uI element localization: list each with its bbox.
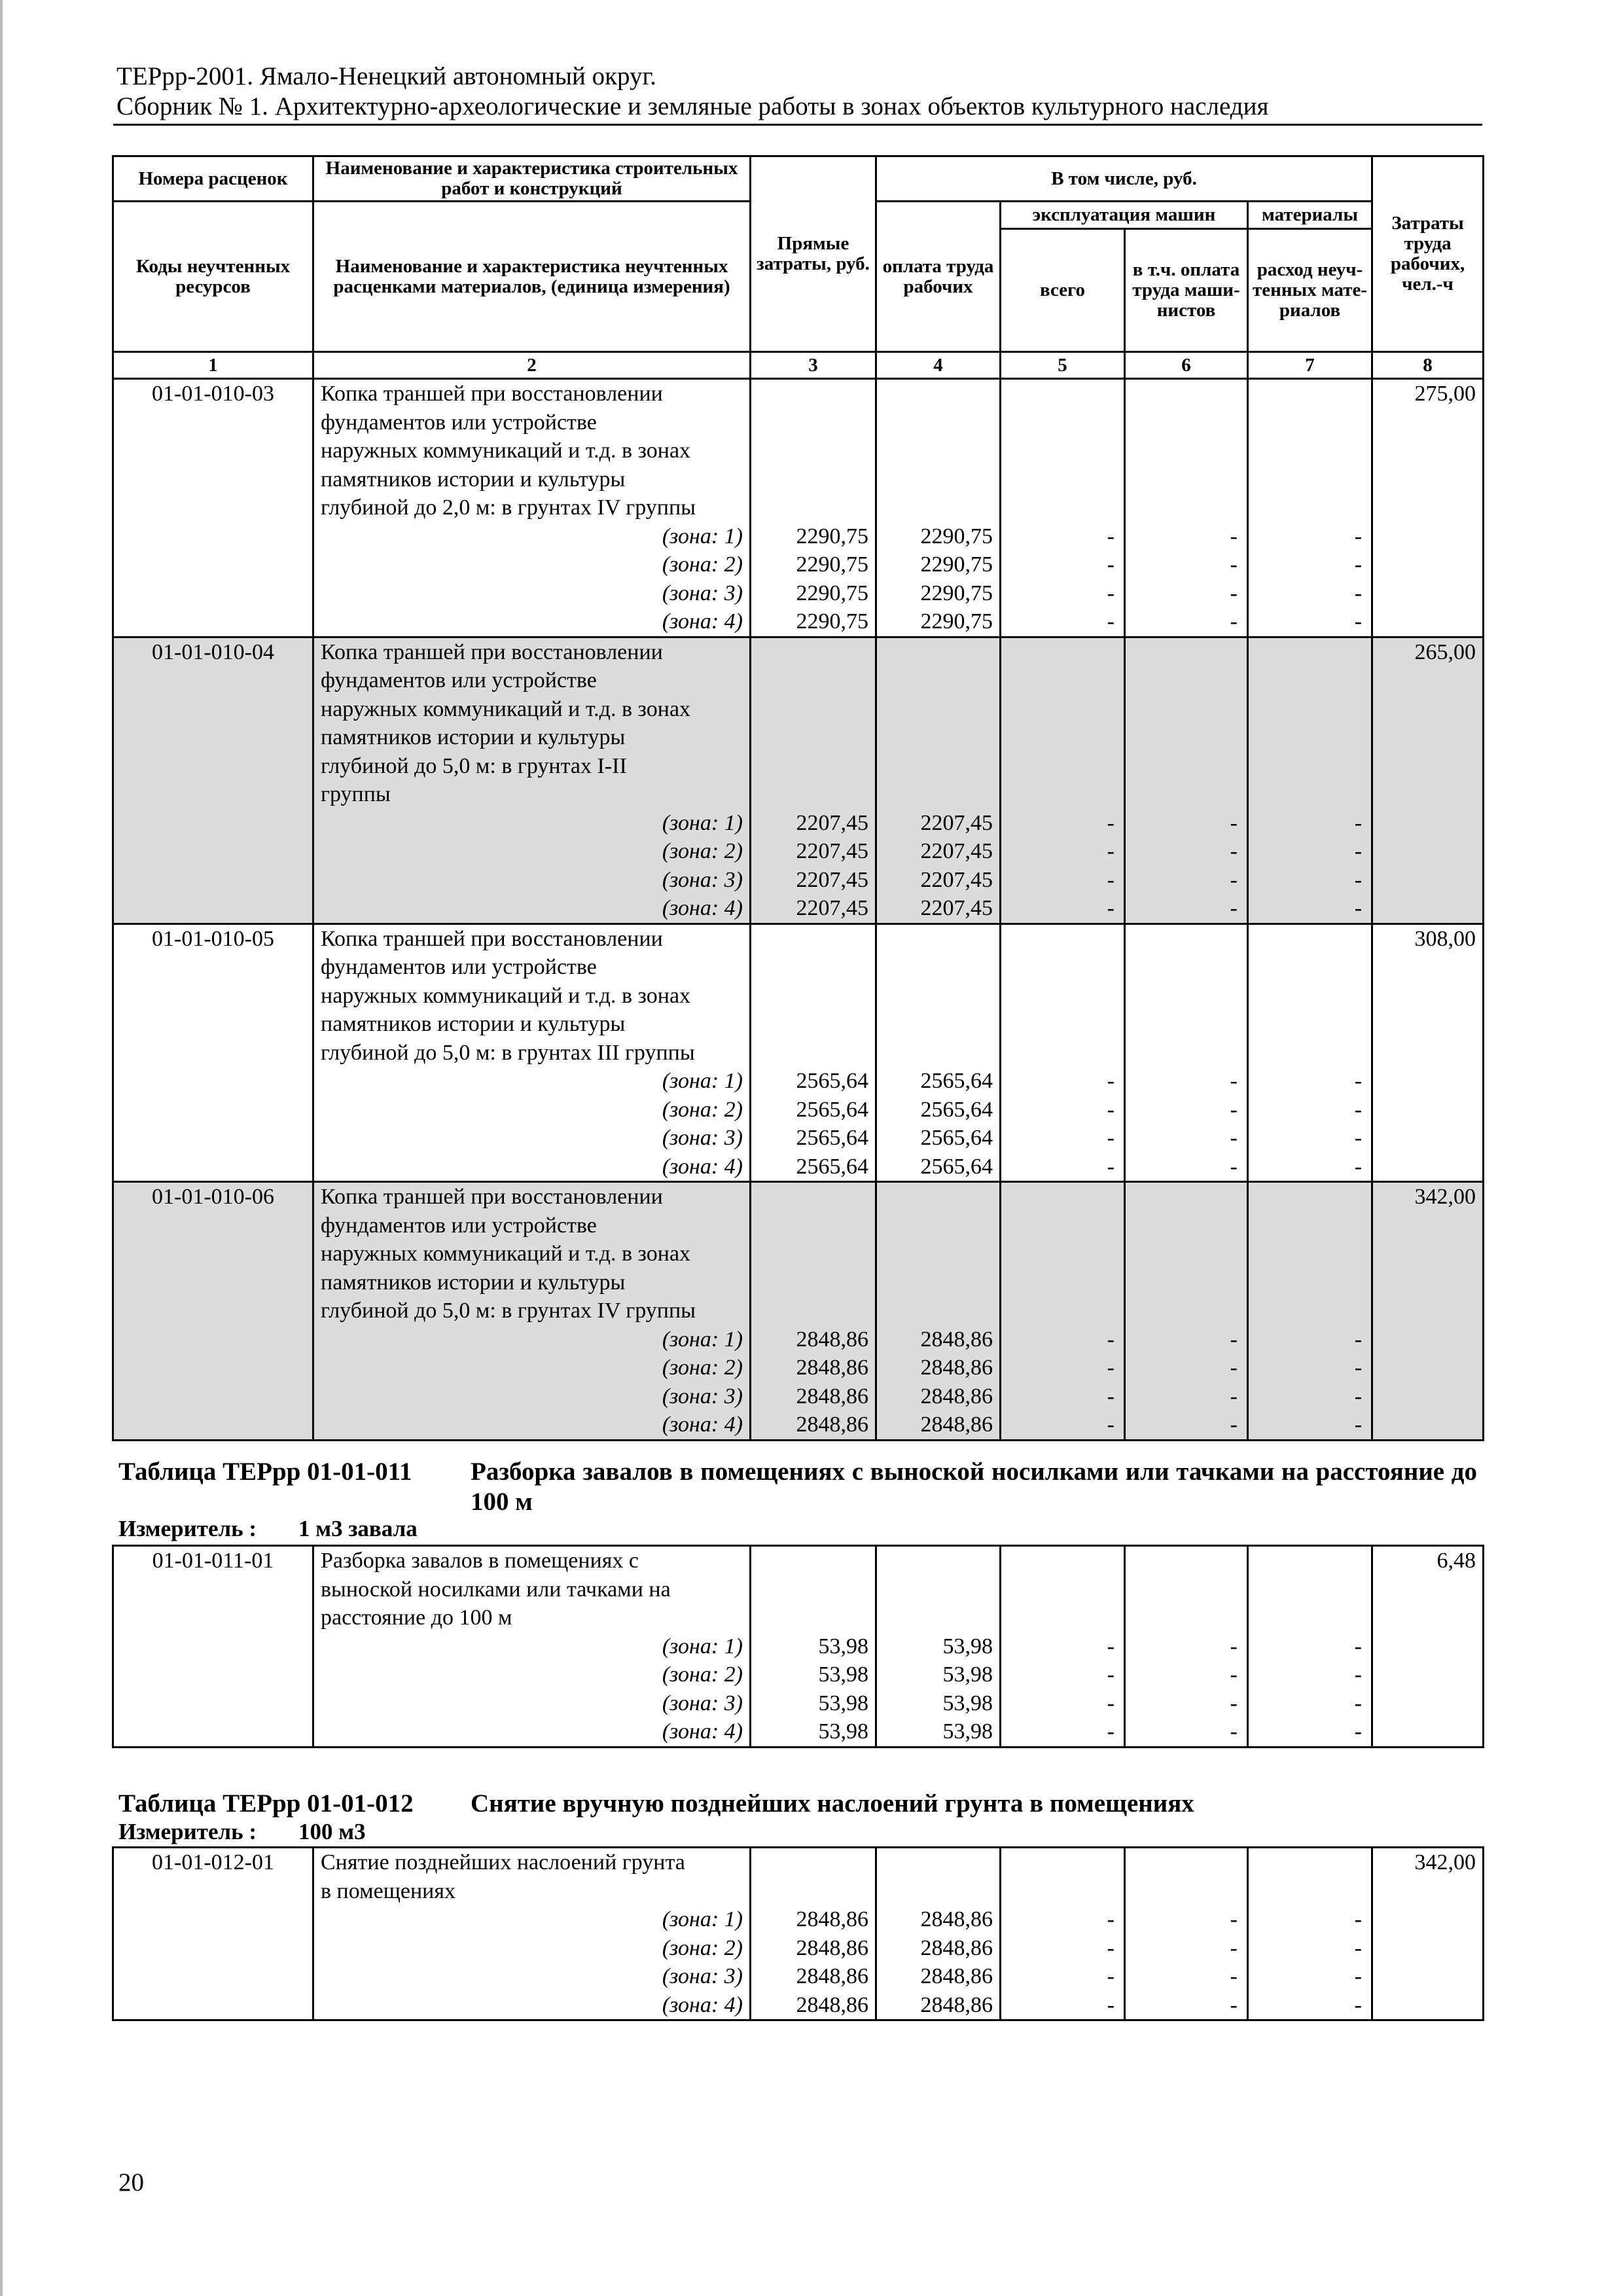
machinist-wages-value: - — [1230, 1634, 1238, 1659]
machines-total-value: - — [1107, 810, 1115, 835]
zone-label: (зона: 2) — [662, 1355, 743, 1380]
zone-label: (зона: 2) — [662, 1935, 743, 1960]
labor-cost: 6,48 — [1436, 1549, 1476, 1573]
col-number: 1 — [113, 352, 313, 379]
work-name-line: Копка траншей при восстановлении — [321, 382, 663, 406]
zone-label: (зона: 4) — [662, 1719, 743, 1744]
materials-value: - — [1354, 1384, 1363, 1408]
direct-cost: 2207,45 — [796, 867, 868, 892]
wages-value: 2565,64 — [920, 1126, 993, 1150]
work-name-line: расстояние до 100 м — [321, 1605, 512, 1630]
zone-label: (зона: 4) — [662, 1154, 743, 1179]
machinist-wages-value: - — [1230, 1992, 1238, 2017]
machines-total-value: - — [1107, 1964, 1115, 1988]
machines-total-value: - — [1107, 1907, 1115, 1931]
zone-label: (зона: 1) — [662, 1907, 743, 1931]
rate-code: 01-01-010-03 — [152, 382, 274, 406]
work-name-line: фундаментов или устройстве — [321, 955, 597, 979]
work-name-line: наружных коммуникаций и т.д. в зонах — [321, 439, 691, 463]
col-number: 6 — [1125, 352, 1248, 379]
wages-value: 2848,86 — [920, 1935, 993, 1960]
labor-cost: 265,00 — [1414, 639, 1476, 664]
work-name-cell — [313, 379, 751, 637]
work-name-line: глубиной до 2,0 м: в грунтах IV группы — [321, 495, 696, 520]
machinist-wages-value: - — [1230, 1719, 1238, 1744]
machines-total-value: - — [1107, 581, 1115, 605]
materials-value: - — [1354, 1634, 1362, 1659]
direct-cost: 2207,45 — [796, 896, 868, 920]
materials-value: - — [1354, 524, 1363, 548]
zone-label: (зона: 4) — [662, 1992, 743, 2017]
materials-value: - — [1354, 839, 1363, 863]
wages-value-cell — [876, 637, 1001, 924]
materials-value: - — [1354, 1935, 1362, 1960]
wages-value: 2290,75 — [920, 524, 993, 548]
rate-code: 01-01-010-05 — [152, 926, 274, 951]
direct-cost: 2207,45 — [796, 810, 868, 835]
table-row — [113, 1546, 1484, 1748]
direct-cost: 2565,64 — [796, 1069, 868, 1093]
wages-value: 2207,45 — [920, 896, 993, 920]
machines-total-value: - — [1107, 1634, 1115, 1659]
work-name-line: глубиной до 5,0 м: в грунтах III группы — [321, 1040, 695, 1065]
materials-value: - — [1354, 810, 1363, 835]
materials-value: - — [1354, 1355, 1363, 1380]
work-name-line: фундаментов или устройстве — [321, 1213, 597, 1238]
machines-total-value: - — [1107, 1691, 1115, 1715]
page-number: 20 — [118, 2168, 144, 2197]
col-labor-costs: Затраты труда рабочих, чел.-ч — [1372, 156, 1484, 352]
machines-total-value-cell — [1001, 1848, 1125, 2020]
materials-value: - — [1354, 1691, 1362, 1715]
machines-total-value: - — [1107, 896, 1115, 920]
table-title-011 — [118, 1457, 1480, 1517]
rate-code-cell — [113, 1848, 313, 2020]
direct-cost: 2848,86 — [796, 1992, 868, 2017]
labor-cost: 342,00 — [1414, 1850, 1476, 1874]
direct-cost: 53,98 — [818, 1662, 868, 1687]
col-wages: оплата труда рабочих — [876, 202, 1001, 352]
wages-value: 53,98 — [942, 1719, 993, 1744]
rates-table-body — [113, 379, 1484, 1441]
work-name-cell — [313, 924, 751, 1182]
page-edge — [0, 0, 3, 2296]
machinist-wages-value-cell — [1125, 1182, 1248, 1441]
wages-value: 2290,75 — [920, 552, 993, 577]
col-materials: материалы — [1248, 202, 1372, 229]
col-machinist-wages: в т.ч. оплата труда маши-нистов — [1125, 229, 1248, 352]
col-number: 7 — [1248, 352, 1372, 379]
labor-cost-cell — [1372, 1546, 1484, 1748]
work-name-line: Снятие позднейших наслоений грунта — [321, 1850, 685, 1874]
materials-value: - — [1354, 1992, 1362, 2017]
machinist-wages-value: - — [1230, 552, 1238, 577]
wages-value-cell — [876, 1546, 1001, 1748]
machinist-wages-value: - — [1230, 581, 1238, 605]
rate-code-cell — [113, 637, 313, 924]
wages-value: 2207,45 — [920, 810, 993, 835]
work-name-line: глубиной до 5,0 м: в грунтах IV группы — [321, 1299, 696, 1323]
direct-cost: 53,98 — [818, 1691, 868, 1715]
direct-cost: 2290,75 — [796, 609, 868, 634]
direct-cost-cell — [751, 1848, 876, 2020]
zone-label: (зона: 3) — [662, 1126, 743, 1150]
machinist-wages-value: - — [1230, 524, 1238, 548]
machines-total-value: - — [1107, 1992, 1115, 2017]
wages-value-cell — [876, 1182, 1001, 1441]
rate-code: 01-01-011-01 — [152, 1549, 274, 1573]
labor-cost-cell — [1372, 379, 1484, 637]
work-name-line: памятников истории и культуры — [321, 1270, 626, 1295]
direct-cost: 2848,86 — [796, 1935, 868, 1960]
header-rule — [113, 124, 1482, 126]
col-rate-numbers: Номера расценок — [113, 156, 313, 202]
zone-label: (зона: 4) — [662, 1412, 743, 1437]
materials-value: - — [1354, 1154, 1363, 1179]
work-name-line: памятников истории и культуры — [321, 725, 626, 749]
machinist-wages-value: - — [1230, 839, 1238, 863]
table-011-body — [113, 1546, 1484, 1748]
col-resource-codes: Коды неучтенных ресурсов — [113, 202, 313, 352]
work-name-cell — [313, 1848, 751, 2020]
wages-value: 2848,86 — [920, 1964, 993, 1988]
zone-label: (зона: 1) — [662, 810, 743, 835]
machines-total-value: - — [1107, 1126, 1115, 1150]
direct-cost: 2848,86 — [796, 1964, 868, 1988]
zone-label: (зона: 3) — [662, 581, 743, 605]
work-name-line: Копка траншей при восстановлении — [321, 639, 663, 664]
machines-total-value: - — [1107, 552, 1115, 577]
machines-total-value: - — [1107, 1719, 1115, 1744]
table-caption: Разборка завалов в помещениях с выноской носилками или тачками на расстояние до 100 м — [471, 1458, 1477, 1516]
machinist-wages-value-cell — [1125, 924, 1248, 1182]
machinist-wages-value-cell — [1125, 637, 1248, 924]
rate-code-cell — [113, 379, 313, 637]
materials-value: - — [1354, 1069, 1363, 1093]
machinist-wages-value: - — [1230, 1069, 1238, 1093]
zone-label: (зона: 2) — [662, 1097, 743, 1122]
machinist-wages-value-cell — [1125, 379, 1248, 637]
running-header-collection: Сборник № 1. Архитектурно-археологические и земляные работы в зонах объектов культурного наследия — [116, 92, 1269, 120]
direct-cost: 2565,64 — [796, 1126, 868, 1150]
machinist-wages-value: - — [1230, 1412, 1238, 1437]
machines-total-value: - — [1107, 867, 1115, 892]
work-name-line: памятников истории и культуры — [321, 1012, 626, 1036]
materials-value-cell — [1248, 379, 1372, 637]
wages-value: 53,98 — [942, 1691, 993, 1715]
zone-label: (зона: 2) — [662, 552, 743, 577]
machinist-wages-value: - — [1230, 1355, 1238, 1380]
machinist-wages-value: - — [1230, 1691, 1238, 1715]
machines-total-value: - — [1107, 839, 1115, 863]
col-number: 4 — [876, 352, 1001, 379]
work-name-line: в помещениях — [321, 1878, 456, 1903]
zone-label: (зона: 1) — [662, 524, 743, 548]
materials-value-cell — [1248, 1848, 1372, 2020]
col-direct-costs: Прямые затраты, руб. — [751, 156, 876, 352]
wages-value: 2848,86 — [920, 1412, 993, 1437]
direct-cost-cell — [751, 924, 876, 1182]
table-row — [113, 924, 1484, 1182]
work-name-line: фундаментов или устройстве — [321, 410, 597, 435]
machinist-wages-value-cell — [1125, 1848, 1248, 2020]
machinist-wages-value: - — [1230, 810, 1238, 835]
work-name-line: наружных коммуникаций и т.д. в зонах — [321, 1242, 691, 1266]
machines-total-value: - — [1107, 1935, 1115, 1960]
labor-cost-cell — [1372, 637, 1484, 924]
materials-value-cell — [1248, 637, 1372, 924]
materials-value: - — [1354, 1327, 1363, 1352]
direct-cost: 2290,75 — [796, 552, 868, 577]
direct-cost-cell — [751, 1182, 876, 1441]
wages-value: 2848,86 — [920, 1384, 993, 1408]
machinist-wages-value: - — [1230, 1964, 1238, 1988]
materials-value: - — [1354, 581, 1363, 605]
machines-total-value: - — [1107, 1355, 1115, 1380]
direct-cost: 2848,86 — [796, 1355, 868, 1380]
materials-value: - — [1354, 552, 1363, 577]
machinist-wages-value: - — [1230, 1327, 1238, 1352]
table-row — [113, 379, 1484, 637]
measure-unit-011 — [118, 1516, 418, 1542]
machines-total-value: - — [1107, 1327, 1115, 1352]
wages-value: 2848,86 — [920, 1992, 993, 2017]
zone-label: (зона: 1) — [662, 1069, 743, 1093]
wages-value: 2565,64 — [920, 1097, 993, 1122]
labor-cost: 275,00 — [1414, 382, 1476, 406]
direct-cost: 2290,75 — [796, 581, 868, 605]
machinist-wages-value: - — [1230, 1907, 1238, 1931]
zone-label: (зона: 1) — [662, 1634, 743, 1659]
zone-label: (зона: 4) — [662, 896, 743, 920]
wages-value: 2290,75 — [920, 609, 993, 634]
rate-code: 01-01-012-01 — [152, 1850, 274, 1874]
col-number: 5 — [1001, 352, 1125, 379]
rate-code-cell — [113, 924, 313, 1182]
col-materials-name: Наименование и характеристика неучтенных расценками материалов, (единица измерения) — [313, 202, 751, 352]
measure-label: Измеритель : — [118, 1516, 257, 1541]
direct-cost-cell — [751, 1546, 876, 1748]
machines-total-value: - — [1107, 1384, 1115, 1408]
table-row — [113, 1182, 1484, 1441]
table-label: Таблица ТЕРрр 01-01-011 — [118, 1458, 412, 1486]
work-name-line: выноской носилками или тачками на — [321, 1577, 671, 1602]
table-caption: Снятие вручную позднейших наслоений грунта в помещениях — [471, 1789, 1194, 1818]
col-work-name: Наименование и характеристика строительных работ и конструкций — [313, 156, 751, 202]
wages-value-cell — [876, 1848, 1001, 2020]
materials-value: - — [1354, 1126, 1363, 1150]
machines-total-value: - — [1107, 524, 1115, 548]
machinist-wages-value: - — [1230, 1662, 1238, 1687]
machinist-wages-value: - — [1230, 1154, 1238, 1179]
machinist-wages-value: - — [1230, 896, 1238, 920]
direct-cost: 2565,64 — [796, 1097, 868, 1122]
direct-cost: 2207,45 — [796, 839, 868, 863]
materials-value: - — [1354, 1964, 1362, 1988]
machines-total-value-cell — [1001, 1546, 1125, 1748]
machinist-wages-value: - — [1230, 1384, 1238, 1408]
direct-cost: 53,98 — [818, 1634, 868, 1659]
wages-value: 2848,86 — [920, 1907, 993, 1931]
labor-cost-cell — [1372, 1848, 1484, 2020]
materials-value: - — [1354, 1907, 1362, 1931]
direct-cost: 2848,86 — [796, 1907, 868, 1931]
rate-code-cell — [113, 1182, 313, 1441]
wages-value: 53,98 — [942, 1634, 993, 1659]
labor-cost: 308,00 — [1414, 926, 1476, 951]
machinist-wages-value: - — [1230, 1935, 1238, 1960]
col-unaccounted-materials: расход неуч-тенных мате-риалов — [1248, 229, 1372, 352]
work-name-line: фундаментов или устройстве — [321, 668, 597, 692]
wages-value: 2290,75 — [920, 581, 993, 605]
col-number: 3 — [751, 352, 876, 379]
table-012-body — [113, 1848, 1484, 2020]
direct-cost: 2290,75 — [796, 524, 868, 548]
materials-value-cell — [1248, 924, 1372, 1182]
machinist-wages-value: - — [1230, 867, 1238, 892]
materials-value: - — [1354, 609, 1363, 634]
direct-cost: 2848,86 — [796, 1327, 868, 1352]
rate-code-cell — [113, 1546, 313, 1748]
work-name-cell — [313, 637, 751, 924]
col-machines-total: всего — [1001, 229, 1125, 352]
table-title-012 — [118, 1789, 1480, 1819]
materials-value: - — [1354, 867, 1363, 892]
machines-total-value-cell — [1001, 379, 1125, 637]
wages-value: 2565,64 — [920, 1154, 993, 1179]
wages-value-cell — [876, 924, 1001, 1182]
wages-value: 2848,86 — [920, 1327, 993, 1352]
measure-value: 100 м3 — [298, 1819, 366, 1844]
table-011 — [112, 1545, 1484, 1748]
rate-code: 01-01-010-06 — [152, 1185, 274, 1209]
work-name-line: наружных коммуникаций и т.д. в зонах — [321, 696, 691, 721]
rate-code: 01-01-010-04 — [152, 639, 274, 664]
table-label: Таблица ТЕРрр 01-01-012 — [118, 1789, 414, 1818]
machines-total-value: - — [1107, 1069, 1115, 1093]
machines-total-value-cell — [1001, 1182, 1125, 1441]
work-name-line: группы — [321, 782, 391, 806]
direct-cost: 2848,86 — [796, 1384, 868, 1408]
machinist-wages-value-cell — [1125, 1546, 1248, 1748]
zone-label: (зона: 3) — [662, 867, 743, 892]
wages-value: 2565,64 — [920, 1069, 993, 1093]
work-name-line: памятников истории и культуры — [321, 467, 626, 492]
table-012 — [112, 1846, 1484, 2021]
measure-value: 1 м3 завала — [298, 1516, 418, 1541]
materials-value: - — [1354, 1719, 1362, 1744]
machines-total-value: - — [1107, 1412, 1115, 1437]
work-name-line: глубиной до 5,0 м: в грунтах I-II — [321, 753, 627, 778]
measure-label: Измеритель : — [118, 1819, 257, 1844]
rates-table — [112, 155, 1484, 1441]
running-header-title: ТЕРрр-2001. Ямало-Ненецкий автономный округ. — [116, 62, 656, 90]
machines-total-value: - — [1107, 609, 1115, 634]
machinist-wages-value: - — [1230, 609, 1238, 634]
machinist-wages-value: - — [1230, 1126, 1238, 1150]
table-row — [113, 637, 1484, 924]
work-name-line: Разборка завалов в помещениях с — [321, 1549, 639, 1573]
wages-value: 2207,45 — [920, 867, 993, 892]
wages-value-cell — [876, 379, 1001, 637]
work-name-line: Копка траншей при восстановлении — [321, 1185, 663, 1209]
wages-value: 2848,86 — [920, 1355, 993, 1380]
zone-label: (зона: 1) — [662, 1327, 743, 1352]
measure-unit-012 — [118, 1819, 366, 1845]
machines-total-value: - — [1107, 1097, 1115, 1122]
labor-cost-cell — [1372, 1182, 1484, 1441]
machines-total-value-cell — [1001, 637, 1125, 924]
machines-total-value: - — [1107, 1662, 1115, 1687]
zone-label: (зона: 2) — [662, 1662, 743, 1687]
materials-value-cell — [1248, 1546, 1372, 1748]
work-name-cell — [313, 1546, 751, 1748]
materials-value: - — [1354, 1662, 1362, 1687]
direct-cost-cell — [751, 379, 876, 637]
col-number: 8 — [1372, 352, 1484, 379]
labor-cost: 342,00 — [1414, 1185, 1476, 1209]
labor-cost-cell — [1372, 924, 1484, 1182]
work-name-line: Копка траншей при восстановлении — [321, 926, 663, 951]
machinist-wages-value: - — [1230, 1097, 1238, 1122]
materials-value: - — [1354, 896, 1363, 920]
materials-value-cell — [1248, 1182, 1372, 1441]
wages-value: 53,98 — [942, 1662, 993, 1687]
col-number: 2 — [313, 352, 751, 379]
machines-total-value: - — [1107, 1154, 1115, 1179]
table-row — [113, 1848, 1484, 2020]
direct-cost: 2565,64 — [796, 1154, 868, 1179]
direct-cost: 2848,86 — [796, 1412, 868, 1437]
direct-cost-cell — [751, 637, 876, 924]
work-name-cell — [313, 1182, 751, 1441]
direct-cost: 53,98 — [818, 1719, 868, 1744]
work-name-line: наружных коммуникаций и т.д. в зонах — [321, 983, 691, 1008]
machines-total-value-cell — [1001, 924, 1125, 1182]
wages-value: 2207,45 — [920, 839, 993, 863]
materials-value: - — [1354, 1412, 1363, 1437]
zone-label: (зона: 3) — [662, 1964, 743, 1988]
col-including: В том числе, руб. — [876, 156, 1372, 202]
zone-label: (зона: 4) — [662, 609, 743, 634]
col-machine-operation: эксплуатация машин — [1001, 202, 1248, 229]
zone-label: (зона: 3) — [662, 1691, 743, 1715]
materials-value: - — [1354, 1097, 1363, 1122]
zone-label: (зона: 2) — [662, 839, 743, 863]
zone-label: (зона: 3) — [662, 1384, 743, 1408]
